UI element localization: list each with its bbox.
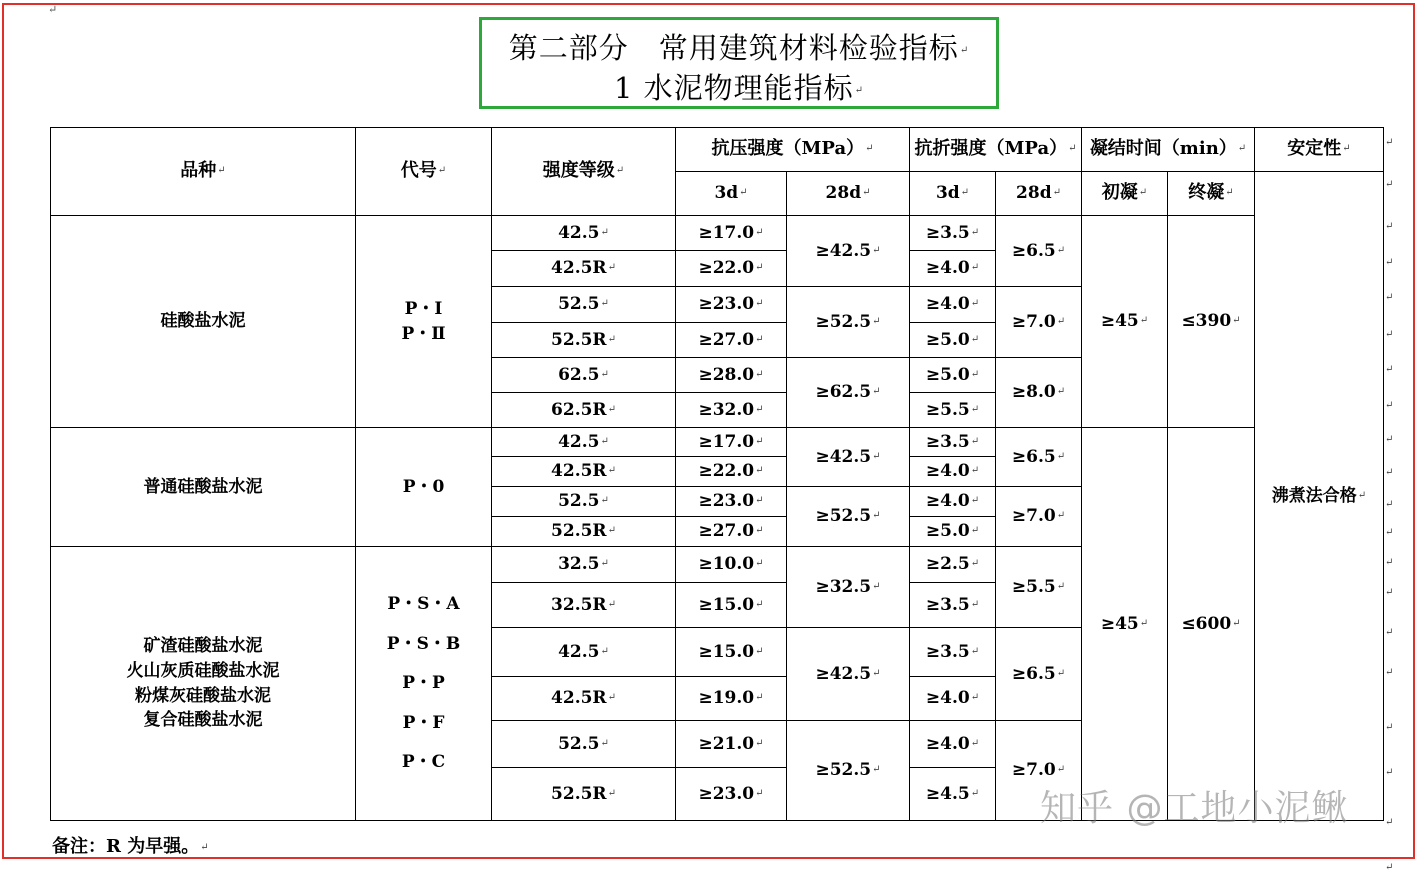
row-end-mark: ↵ (1385, 400, 1394, 411)
row-end-mark: ↵ (1385, 257, 1394, 268)
row-end-mark: ↵ (1385, 221, 1394, 232)
row-end-mark: ↵ (1385, 557, 1394, 568)
initial-set-cell: ≥45↵ (1082, 428, 1168, 821)
grade-cell: 52.5↵ (492, 487, 676, 517)
row-end-mark: ↵ (1385, 467, 1394, 478)
compressive-28d-cell: ≥32.5↵ (787, 547, 910, 628)
row-end-mark: ↵ (1385, 434, 1394, 445)
table-row (51, 216, 1384, 251)
flexural-28d-cell: ≥7.0↵ (996, 721, 1082, 821)
header-variety: 品种↵ (51, 128, 356, 216)
flexural-3d-cell: ≥4.0↵ (910, 457, 996, 487)
code-cell: P・0 (356, 428, 492, 547)
compressive-3d-cell: ≥15.0↵ (676, 628, 787, 677)
flexural-3d-cell: ≥3.5↵ (910, 628, 996, 677)
compressive-3d-cell: ≥28.0↵ (676, 358, 787, 393)
flexural-3d-cell: ≥4.0↵ (910, 251, 996, 287)
header-final-set: 终凝↵ (1168, 172, 1255, 216)
compressive-3d-cell: ≥22.0↵ (676, 251, 787, 287)
compressive-28d-cell: ≥62.5↵ (787, 358, 910, 428)
row-end-mark: ↵ (1385, 767, 1394, 778)
grade-cell: 42.5↵ (492, 628, 676, 677)
grade-cell: 32.5↵ (492, 547, 676, 583)
table-title: 1 水泥物理能指标↵ (613, 71, 865, 105)
row-end-mark: ↵ (1385, 364, 1394, 375)
flexural-3d-cell: ≥4.5↵ (910, 768, 996, 821)
row-end-mark: ↵ (1385, 627, 1394, 638)
header-flexural-3d: 3d↵ (910, 172, 996, 216)
footnote: 备注：R 为早强。↵ (52, 836, 209, 857)
row-end-mark: ↵ (1385, 667, 1394, 678)
final-set-cell: ≤390↵ (1168, 216, 1255, 428)
flexural-28d-cell: ≥7.0↵ (996, 487, 1082, 547)
header-soundness: 安定性↵ (1255, 128, 1384, 172)
compressive-3d-cell: ≥23.0↵ (676, 487, 787, 517)
flexural-3d-cell: ≥2.5↵ (910, 547, 996, 583)
compressive-3d-cell: ≥17.0↵ (676, 428, 787, 457)
grade-cell: 52.5R↵ (492, 517, 676, 547)
flexural-3d-cell: ≥3.5↵ (910, 216, 996, 251)
compressive-3d-cell: ≥32.0↵ (676, 393, 787, 428)
compressive-28d-cell: ≥42.5↵ (787, 216, 910, 287)
compressive-3d-cell: ≥15.0↵ (676, 583, 787, 628)
row-end-mark: ↵ (1385, 179, 1394, 190)
compressive-3d-cell: ≥17.0↵ (676, 216, 787, 251)
variety-cell: 硅酸盐水泥 (51, 216, 356, 428)
header-flexural: 抗折强度（MPa）↵ (910, 128, 1082, 172)
code-cell: P・S・A P・S・B P・P P・F P・C (356, 547, 492, 821)
grade-cell: 42.5R↵ (492, 457, 676, 487)
flexural-28d-cell: ≥5.5↵ (996, 547, 1082, 628)
grade-cell: 62.5↵ (492, 358, 676, 393)
flexural-3d-cell: ≥5.0↵ (910, 358, 996, 393)
flexural-3d-cell: ≥5.0↵ (910, 323, 996, 358)
row-end-mark: ↵ (1385, 587, 1394, 598)
header-row-1 (51, 128, 1384, 172)
compressive-28d-cell: ≥52.5↵ (787, 487, 910, 547)
flexural-28d-cell: ≥6.5↵ (996, 216, 1082, 287)
table-row (51, 428, 1384, 457)
grade-cell: 32.5R↵ (492, 583, 676, 628)
compressive-3d-cell: ≥27.0↵ (676, 323, 787, 358)
flexural-3d-cell: ≥5.5↵ (910, 393, 996, 428)
flexural-28d-cell: ≥6.5↵ (996, 428, 1082, 487)
grade-cell: 62.5R↵ (492, 393, 676, 428)
row-end-mark: ↵ (1385, 527, 1394, 538)
final-set-cell: ≤600↵ (1168, 428, 1255, 821)
row-end-mark: ↵ (1385, 862, 1394, 873)
compressive-3d-cell: ≥22.0↵ (676, 457, 787, 487)
compressive-28d-cell: ≥52.5↵ (787, 287, 910, 358)
compressive-3d-cell: ≥23.0↵ (676, 768, 787, 821)
row-end-mark: ↵ (1385, 499, 1394, 510)
flexural-3d-cell: ≥4.0↵ (910, 721, 996, 768)
compressive-3d-cell: ≥27.0↵ (676, 517, 787, 547)
header-compressive: 抗压强度（MPa）↵ (676, 128, 910, 172)
flexural-3d-cell: ≥3.5↵ (910, 583, 996, 628)
compressive-3d-cell: ≥10.0↵ (676, 547, 787, 583)
compressive-28d-cell: ≥52.5↵ (787, 721, 910, 821)
row-end-mark: ↵ (1385, 817, 1394, 828)
row-end-mark: ↵ (1385, 329, 1394, 340)
flexural-3d-cell: ≥4.0↵ (910, 487, 996, 517)
flexural-28d-cell: ≥8.0↵ (996, 358, 1082, 428)
header-initial-set: 初凝↵ (1082, 172, 1168, 216)
compressive-28d-cell: ≥42.5↵ (787, 428, 910, 487)
compressive-3d-cell: ≥21.0↵ (676, 721, 787, 768)
compressive-3d-cell: ≥23.0↵ (676, 287, 787, 323)
grade-cell: 52.5R↵ (492, 323, 676, 358)
watermark: 知乎 @工地小泥鳅 (1040, 788, 1349, 829)
header-setting-time: 凝结时间（min）↵ (1082, 128, 1255, 172)
grade-cell: 52.5R↵ (492, 768, 676, 821)
header-code: 代号↵ (356, 128, 492, 216)
flexural-28d-cell: ≥7.0↵ (996, 287, 1082, 358)
row-end-mark: ↵ (1385, 722, 1394, 733)
compressive-28d-cell: ≥42.5↵ (787, 628, 910, 721)
header-flexural-28d: 28d↵ (996, 172, 1082, 216)
grade-cell: 42.5R↵ (492, 251, 676, 287)
section-title: 第二部分 常用建筑材料检验指标↵ (508, 31, 970, 65)
header-grade: 强度等级↵ (492, 128, 676, 216)
code-cell: P・Ⅰ P・Ⅱ (356, 216, 492, 428)
grade-cell: 42.5R↵ (492, 677, 676, 721)
flexural-3d-cell: ≥5.0↵ (910, 517, 996, 547)
row-end-mark: ↵ (1385, 292, 1394, 303)
header-compressive-28d: 28d↵ (787, 172, 910, 216)
soundness-cell: 沸煮法合格↵ (1255, 172, 1384, 821)
paragraph-mark: ↵ (48, 3, 58, 16)
flexural-3d-cell: ≥4.0↵ (910, 287, 996, 323)
title-box (479, 17, 999, 109)
initial-set-cell: ≥45↵ (1082, 216, 1168, 428)
cement-index-table (50, 127, 1384, 821)
flexural-3d-cell: ≥3.5↵ (910, 428, 996, 457)
flexural-28d-cell: ≥6.5↵ (996, 628, 1082, 721)
grade-cell: 52.5↵ (492, 287, 676, 323)
grade-cell: 42.5↵ (492, 216, 676, 251)
header-compressive-3d: 3d↵ (676, 172, 787, 216)
grade-cell: 52.5↵ (492, 721, 676, 768)
row-end-mark: ↵ (1385, 137, 1394, 148)
compressive-3d-cell: ≥19.0↵ (676, 677, 787, 721)
variety-cell: 矿渣硅酸盐水泥 火山灰质硅酸盐水泥 粉煤灰硅酸盐水泥 复合硅酸盐水泥 (51, 547, 356, 821)
variety-cell: 普通硅酸盐水泥 (51, 428, 356, 547)
grade-cell: 42.5↵ (492, 428, 676, 457)
flexural-3d-cell: ≥4.0↵ (910, 677, 996, 721)
